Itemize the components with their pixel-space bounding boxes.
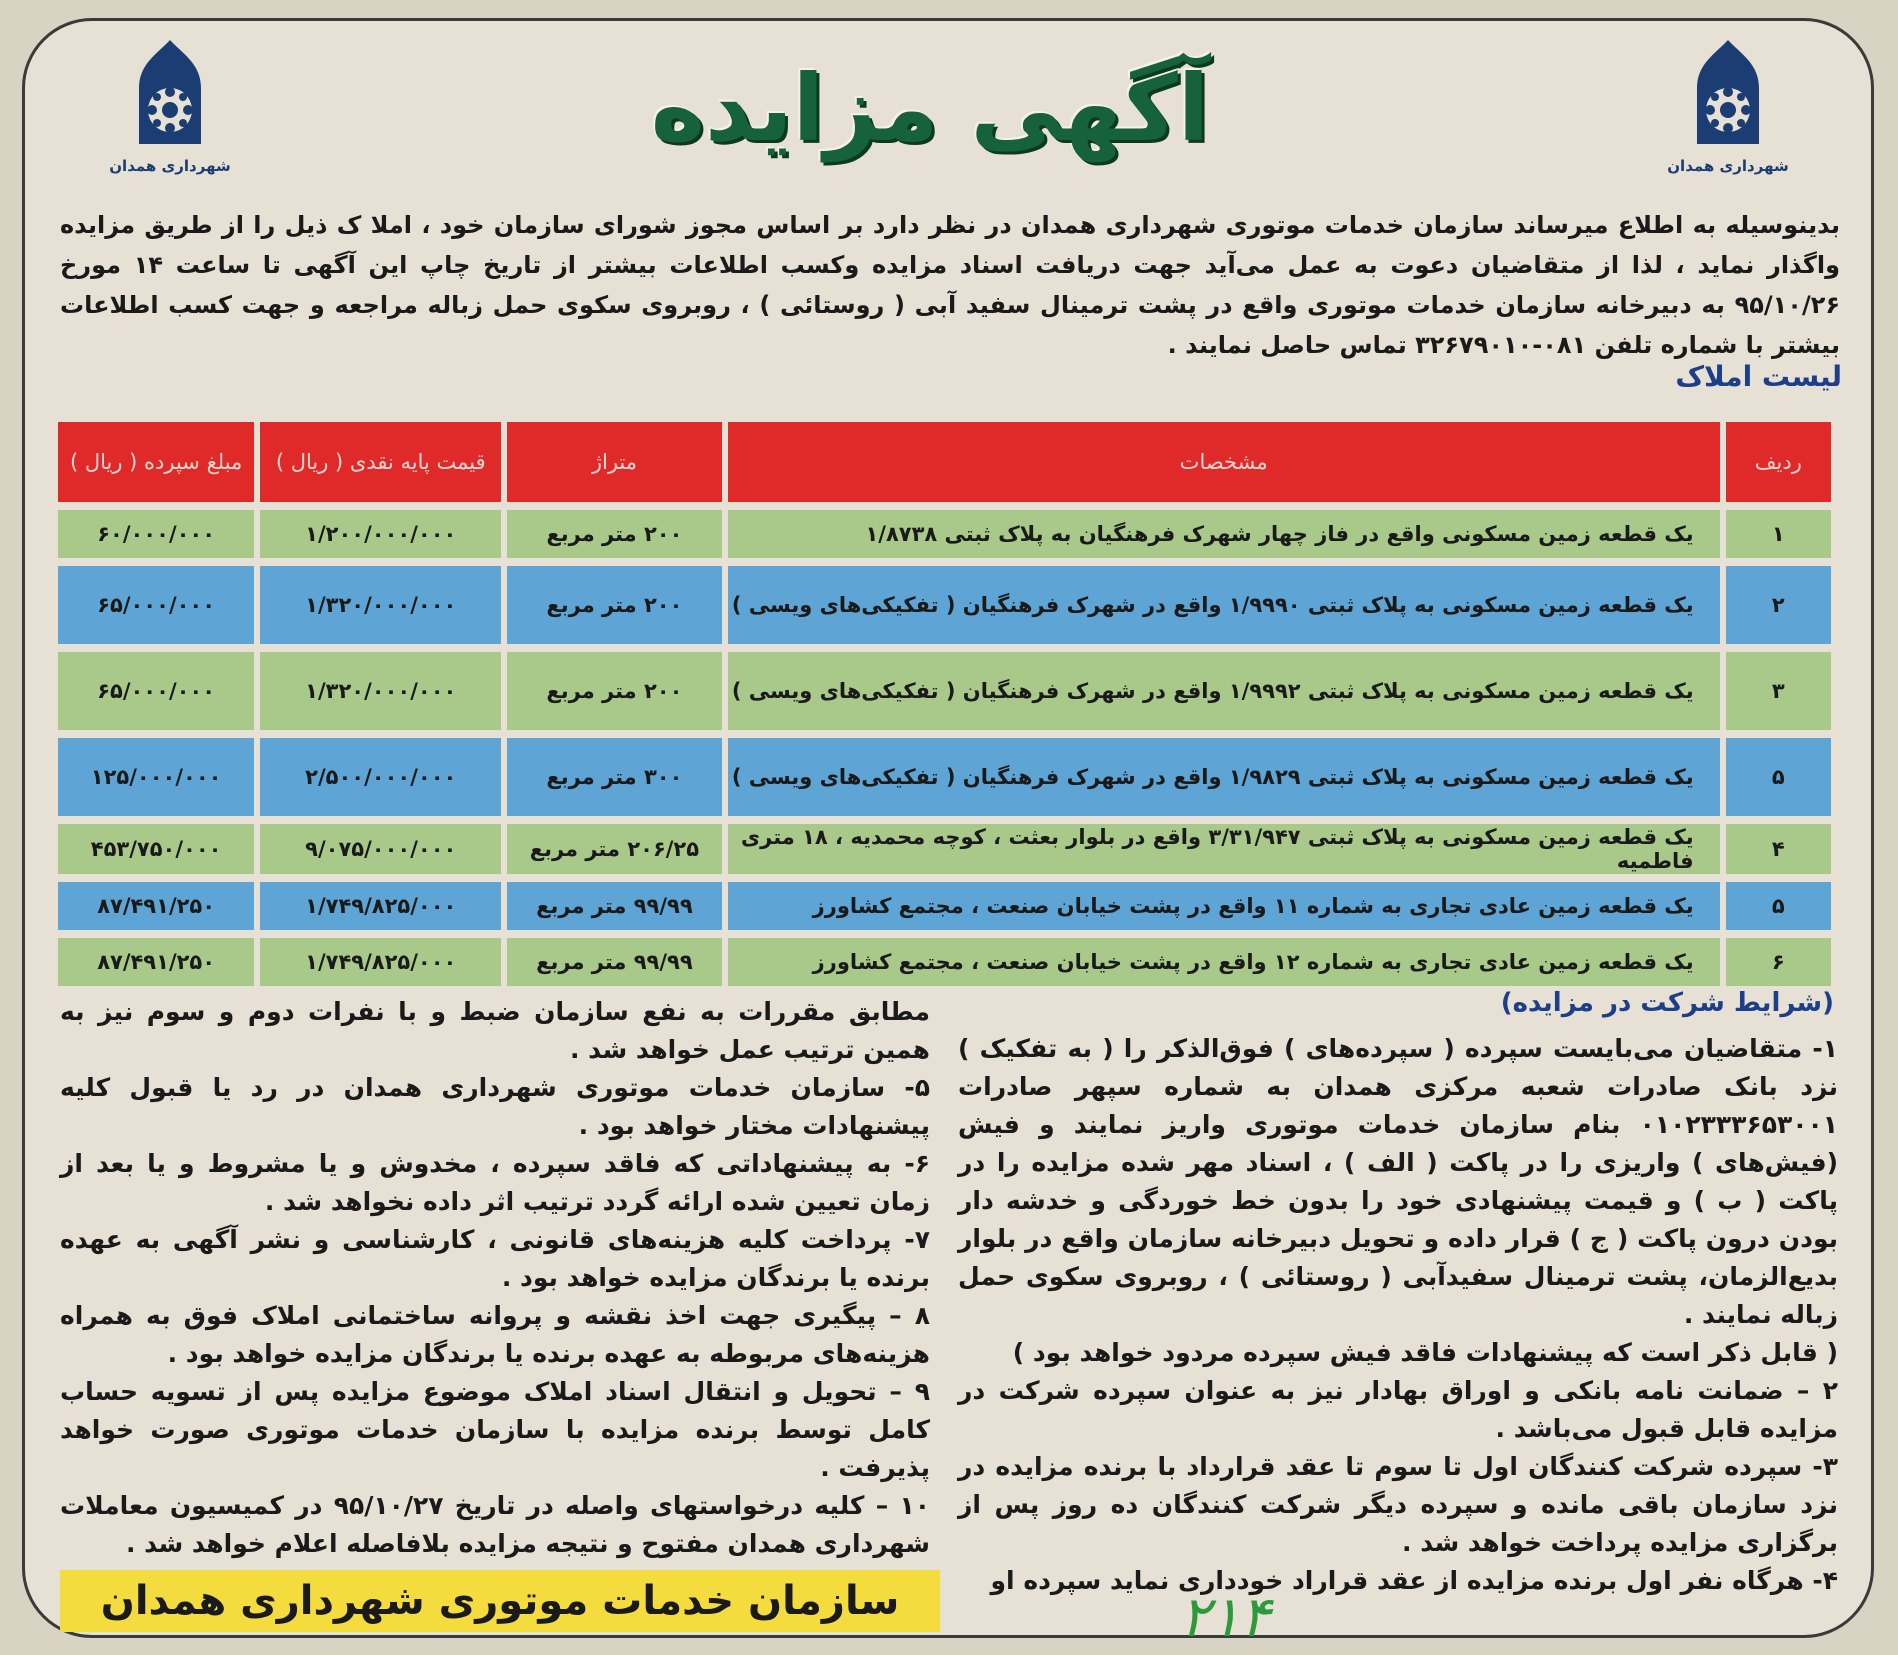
- condition-item: ۲ – ضمانت نامه بانکی و اوراق بهادار نیز به عنوان سپرده شرکت در مزایده قابل قبول می‌باشد .: [958, 1376, 1838, 1443]
- organization-footer: [60, 1570, 940, 1632]
- table-row: [58, 938, 1831, 986]
- property-base-price: ۹/۰۷۵/۰۰۰/۰۰۰: [260, 824, 501, 874]
- municipality-logo-right: [1658, 36, 1798, 186]
- property-base-price: ۲/۵۰۰/۰۰۰/۰۰۰: [260, 738, 501, 816]
- row-number: ۴: [1726, 824, 1831, 874]
- municipality-logo-left: [100, 36, 240, 186]
- row-number: ۵: [1726, 882, 1831, 930]
- property-area: ۲۰۶/۲۵ متر مربع: [507, 824, 721, 874]
- property-description: یک قطعه زمین مسکونی به پلاک ثبتی ۱/۹۹۹۰ واقع در شهرک فرهنگیان ( تفکیکی‌های ویسی ): [728, 566, 1720, 644]
- logo-caption: شهرداری همدان: [109, 157, 231, 175]
- row-number: ۲: [1726, 566, 1831, 644]
- property-table: [52, 414, 1837, 994]
- property-description: یک قطعه زمین مسکونی به پلاک ثبتی ۱/۹۸۲۹ واقع در شهرک فرهنگیان ( تفکیکی‌های ویسی ): [728, 738, 1720, 816]
- condition-item: ۵- سازمان خدمات موتوری شهرداری همدان در رد یا قبول کلیه پیشنهادات مختار خواهد بود .: [60, 1073, 930, 1140]
- property-area: ۹۹/۹۹ متر مربع: [507, 882, 721, 930]
- conditions-heading: (شرایط شرکت در مزایده): [1500, 988, 1834, 1018]
- intro-text: بدینوسیله به اطلاع میرساند سازمان خدمات موتوری شهرداری همدان در نظر دارد بر اساس مجوز شورای سازمان خود ، املا ک ذیل را از طریق مزایده واگذار نماید ، لذا از متقاضیان دعوت به عمل می‌آید جهت دریافت اسناد مزایده وکسب اطلاعات بیشتر از تاریخ چاپ این آگهی تا ساعت ۱۴ مورخ ۹۵/۱۰/۲۶ به دبیرخانه سازمان خدمات موتوری واقع در پشت ترمینال سفید آبی ( روستائی ) ، روبروی سکوی حمل زباله مراجعه و جهت کسب اطلاعات بیشتر با شماره تلفن ۰۸۱-۳۲۶۷۹۰۱۰ تماس حاصل نمایند .: [60, 211, 1841, 359]
- table-row: [58, 566, 1831, 644]
- header-base-price: قیمت پایه نقدی ( ریال ): [260, 422, 501, 502]
- conditions-column-right: [958, 1030, 1838, 1600]
- condition-item: ۸ – پیگیری جهت اخذ نقشه و پروانه ساختمانی املاک فوق به همراه هزینه‌های مربوطه به عهده برنده یا برندگان مزایده خواهد بود .: [60, 1301, 930, 1368]
- property-area: ۳۰۰ متر مربع: [507, 738, 721, 816]
- property-deposit: ۶۰/۰۰۰/۰۰۰: [58, 510, 254, 558]
- property-area: ۲۰۰ متر مربع: [507, 652, 721, 730]
- table-row: [58, 882, 1831, 930]
- property-description: یک قطعه زمین مسکونی به پلاک ثبتی ۳/۳۱/۹۴۷ واقع در بلوار بعثت ، کوچه محمدیه ، ۱۸ متری فاطمیه: [728, 824, 1720, 874]
- row-number: ۱: [1726, 510, 1831, 558]
- municipality-emblem-icon: [1683, 36, 1773, 151]
- header-deposit: مبلغ سپرده ( ریال ): [58, 422, 254, 502]
- condition-item: ۶- به پیشنهاداتی که فاقد سپرده ، مخدوش و یا مشروط و یا بعد از زمان تعیین شده ارائه گردد ترتیب اثر داده نخواهد شد .: [60, 1149, 930, 1216]
- condition-item: ۱۰ – کلیه درخواستهای واصله در تاریخ ۹۵/۱۰/۲۷ در کمیسیون معاملات شهرداری همدان مفتوح و نتیجه مزایده بلافاصله اعلام خواهد شد .: [60, 1491, 930, 1558]
- row-number: ۵: [1726, 738, 1831, 816]
- property-base-price: ۱/۳۲۰/۰۰۰/۰۰۰: [260, 566, 501, 644]
- property-deposit: ۶۵/۰۰۰/۰۰۰: [58, 652, 254, 730]
- property-description: یک قطعه زمین عادی تجاری به شماره ۱۱ واقع در پشت خیابان صنعت ، مجتمع کشاورز: [728, 882, 1720, 930]
- property-deposit: ۸۷/۴۹۱/۲۵۰: [58, 938, 254, 986]
- property-area: ۹۹/۹۹ متر مربع: [507, 938, 721, 986]
- row-number: ۳: [1726, 652, 1831, 730]
- organization-name: سازمان خدمات موتوری شهرداری همدان: [100, 1578, 900, 1624]
- table-row: [58, 824, 1831, 874]
- table-row: [58, 510, 1831, 558]
- condition-item: ۷- پرداخت کلیه هزینه‌های قانونی ، کارشناسی و نشر آگهی به عهده برنده یا برندگان مزایده خواهد بود .: [60, 1225, 930, 1292]
- table-row: [58, 652, 1831, 730]
- property-deposit: ۶۵/۰۰۰/۰۰۰: [58, 566, 254, 644]
- page-title: آگهی مزایده: [650, 55, 1210, 162]
- property-area: ۲۰۰ متر مربع: [507, 510, 721, 558]
- header-row-number: ردیف: [1726, 422, 1831, 502]
- header-area: متراژ: [507, 422, 721, 502]
- table-row: [58, 738, 1831, 816]
- condition-item: ( قابل ذکر است که پیشنهادات فاقد فیش سپرده مردود خواهد بود ): [1012, 1338, 1838, 1367]
- property-list-heading: لیست املاک: [1675, 360, 1842, 393]
- property-deposit: ۸۷/۴۹۱/۲۵۰: [58, 882, 254, 930]
- property-base-price: ۱/۷۴۹/۸۲۵/۰۰۰: [260, 882, 501, 930]
- property-description: یک قطعه زمین مسکونی واقع در فاز چهار شهرک فرهنگیان به پلاک ثبتی ۱/۸۷۳۸: [728, 510, 1720, 558]
- property-base-price: ۱/۷۴۹/۸۲۵/۰۰۰: [260, 938, 501, 986]
- property-area: ۲۰۰ متر مربع: [507, 566, 721, 644]
- condition-item: مطابق مقررات به نفع سازمان ضبط و با نفرات دوم و سوم نیز به همین ترتیب عمل خواهد شد .: [60, 997, 930, 1064]
- table-header-row: [58, 422, 1831, 502]
- header-description: مشخصات: [728, 422, 1720, 502]
- intro-paragraph: [60, 205, 1840, 365]
- property-deposit: ۱۲۵/۰۰۰/۰۰۰: [58, 738, 254, 816]
- property-description: یک قطعه زمین مسکونی به پلاک ثبتی ۱/۹۹۹۲ واقع در شهرک فرهنگیان ( تفکیکی‌های ویسی ): [728, 652, 1720, 730]
- conditions-column-left: [60, 993, 930, 1563]
- condition-item: ۳- سپرده شرکت کنندگان اول تا سوم تا عقد قرارداد با برنده مزایده در نزد سازمان باقی مانده و سپرده دیگر شرکت کنندگان ده روز پس از برگزاری مزایده پرداخت خواهد شد .: [958, 1452, 1838, 1557]
- logo-caption: شهرداری همدان: [1667, 157, 1789, 175]
- property-base-price: ۱/۲۰۰/۰۰۰/۰۰۰: [260, 510, 501, 558]
- municipality-emblem-icon: [125, 36, 215, 151]
- condition-item: ۹ – تحویل و انتقال اسناد املاک موضوع مزایده پس از تسویه حساب کامل توسط برنده مزایده با سازمان خدمات موتوری صورت خواهد پذیرفت .: [60, 1377, 930, 1482]
- property-deposit: ۴۵۳/۷۵۰/۰۰۰: [58, 824, 254, 874]
- handwritten-number: ۲۱۴: [1180, 1585, 1271, 1650]
- property-description: یک قطعه زمین عادی تجاری به شماره ۱۲ واقع در پشت خیابان صنعت ، مجتمع کشاورز: [728, 938, 1720, 986]
- condition-item: ۱- متقاضیان می‌بایست سپرده ( سپرده‌های ) فوق‌الذکر را ( به تفکیک ) نزد بانک صادرات شعبه مرکزی همدان به شماره سپهر صادرات ۰۱۰۲۳۳۳۶۵۳۰۰۱ بنام سازمان خدمات موتوری واریز نمایند و فیش (فیش‌های ) واریزی را در پاکت ( الف ) ، اسناد مهر شده مزایده را در پاکت ( ب ) و قیمت پیشنهادی خود را بدون خط خوردگی و خدشه دار بودن درون پاکت ( ج ) قرار داده و تحویل دبیرخانه سازمان واقع در بلوار بدیع‌الزمان، پشت ترمینال سفیدآبی ( روستائی ) ، روبروی سکوی حمل زباله نمایند .: [958, 1034, 1838, 1329]
- property-base-price: ۱/۳۲۰/۰۰۰/۰۰۰: [260, 652, 501, 730]
- row-number: ۶: [1726, 938, 1831, 986]
- condition-item: ۴- هرگاه نفر اول برنده مزایده از عقد قراراد خودداری نماید سپرده او: [990, 1566, 1838, 1595]
